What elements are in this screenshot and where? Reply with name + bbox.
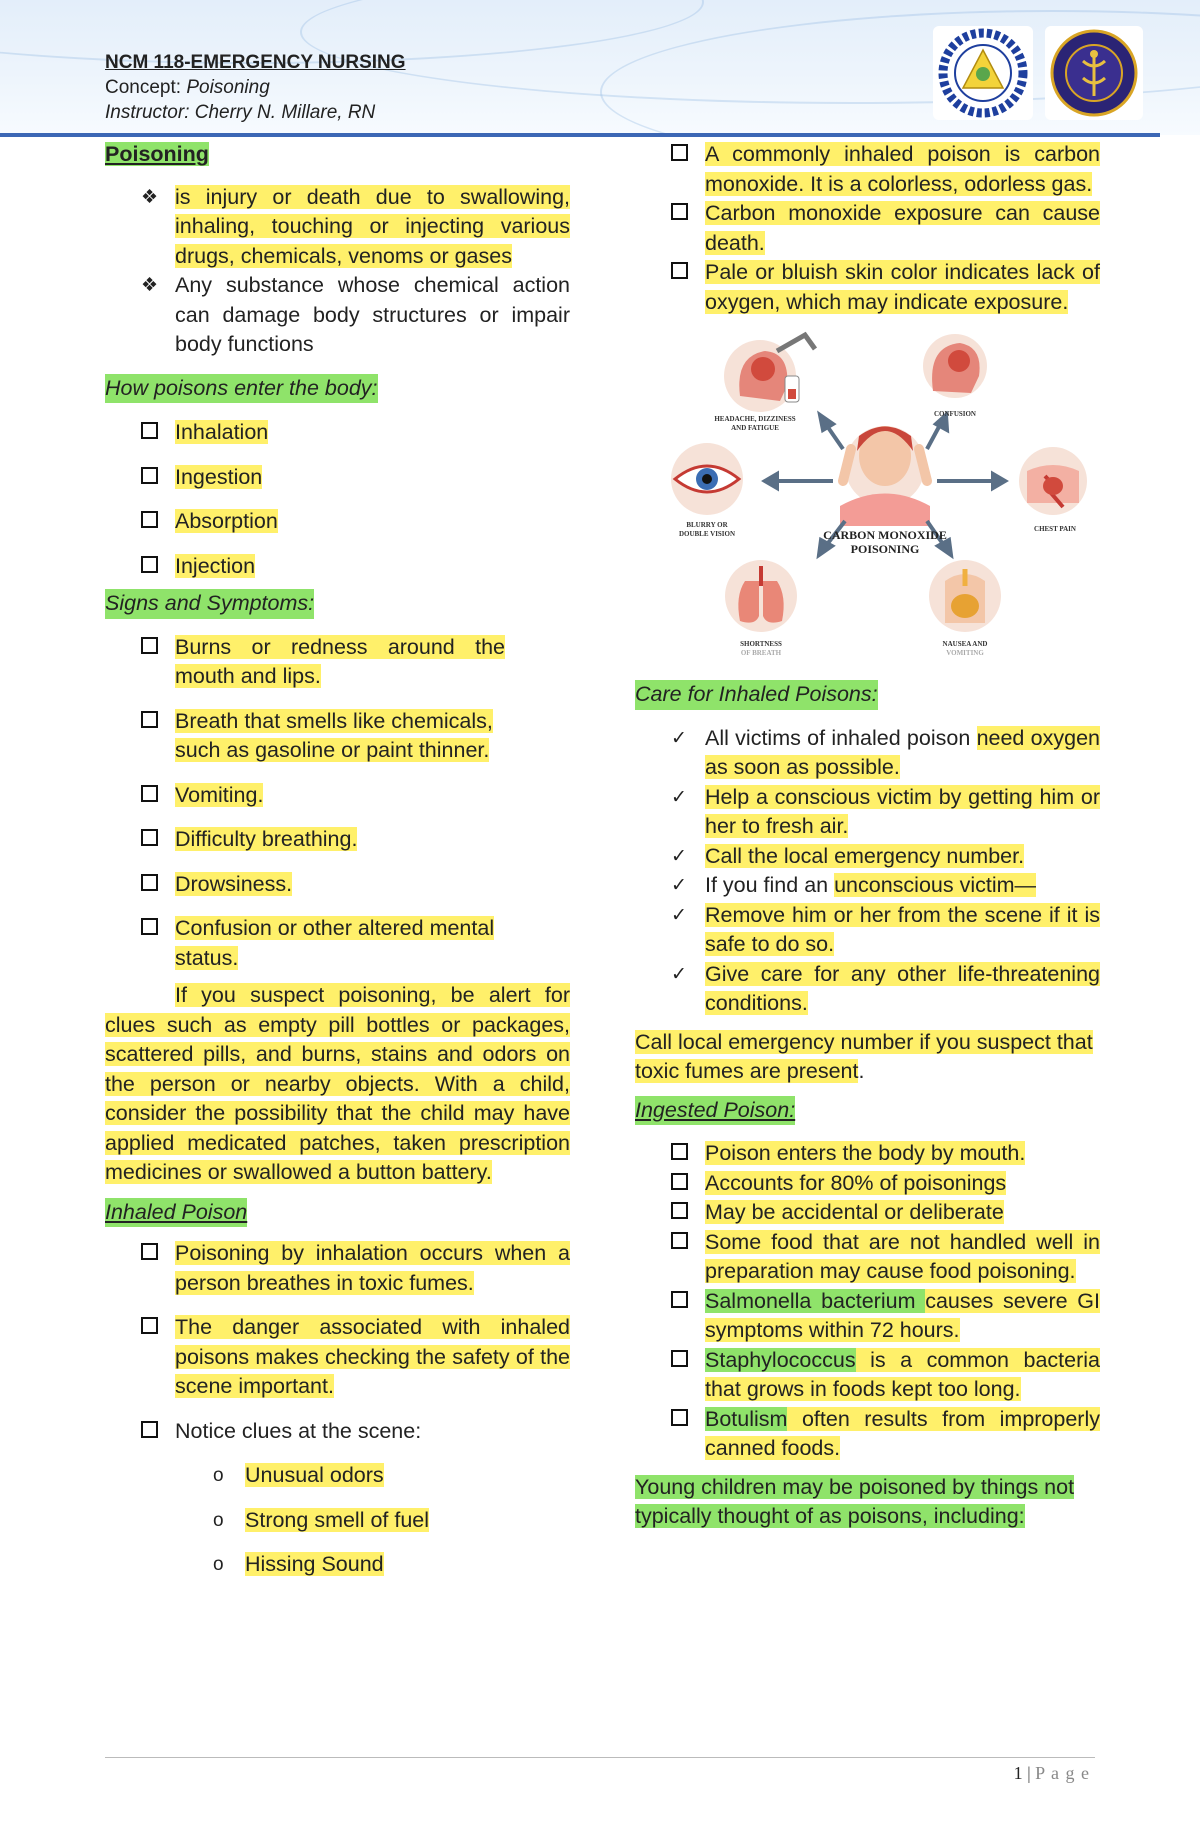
list-item: o Unusual odors [105, 1461, 570, 1491]
section-title-poisoning: Poisoning [105, 142, 209, 166]
list-item: ✓ Help a conscious victim by getting him or her to fresh air. [671, 784, 1100, 838]
checkbox-bullet-icon [671, 1409, 688, 1426]
list-item: Notice clues at the scene: [105, 1417, 570, 1447]
label-blurry-2: DOUBLE VISION [678, 530, 736, 538]
checkmark-icon: ✓ [671, 727, 687, 749]
diamond-bullet-icon: ❖ [141, 186, 159, 208]
list-item: Some food that are not handled well in preparation may cause food poisoning. [635, 1228, 1100, 1287]
label-breath-2: OF BREATH [740, 649, 782, 657]
label-nausea: NAUSEA AND [942, 640, 988, 648]
lungs-figure [725, 560, 797, 632]
checkbox-bullet-icon [141, 1317, 158, 1334]
heading-how-poisons-enter: How poisons enter the body: [105, 374, 378, 404]
label-blurry: BLURRY OR [686, 521, 728, 529]
list-item: Vomiting. [105, 781, 570, 811]
list-item: Salmonella bacterium causes severe GI symptoms within 72 hours. [635, 1287, 1100, 1346]
list-item: ✓ Give care for any other life-threatening conditions. [671, 961, 1100, 1015]
checkmark-icon: ✓ [671, 875, 687, 896]
heading-signs-symptoms: Signs and Symptoms: [105, 589, 314, 619]
list-item: o Hissing Sound [105, 1550, 570, 1580]
list-item: ✓ All victims of inhaled poison need oxygen as soon as possible. [671, 725, 1100, 779]
header-text [105, 50, 406, 125]
signs-list [105, 633, 570, 974]
list-item: May be accidental or deliberate [635, 1198, 1100, 1228]
checkbox-bullet-icon [671, 262, 688, 279]
carbon-monoxide-list [635, 140, 1100, 317]
carbon-monoxide-illustration [665, 331, 1105, 676]
clues-list [105, 1461, 570, 1580]
confusion-head [923, 334, 987, 398]
woman-headache-figure [840, 426, 930, 526]
label-breath: SHORTNESS [740, 640, 782, 648]
list-item: ✓ Call the local emergency number. [635, 842, 1100, 872]
circle-bullet-icon: o [213, 1554, 224, 1575]
checkbox-bullet-icon [141, 1421, 158, 1438]
inhaled-list [105, 1239, 570, 1446]
checkbox-bullet-icon [671, 1202, 688, 1219]
page-number: 1 | P a g e [1013, 1763, 1090, 1783]
left-column [105, 140, 570, 1580]
checkbox-bullet-icon [141, 785, 158, 802]
call-paragraph: Call local emergency number if you suspect that toxic fumes are present [635, 1029, 1093, 1083]
heading-ingested-poison: Ingested Poison: [635, 1096, 795, 1126]
label-headache-2: AND FATIGUE [731, 424, 779, 432]
suspect-paragraph: If you suspect poisoning, be alert for clues such as empty pill bottles or packages, scattered pills, and burns, stains and odors on the person or nearby objects. With a child, consider the possibility that the child may have applied medicated patches, taken prescription medicines or swallowed a button battery. [105, 983, 570, 1184]
checkmark-icon: ✓ [671, 845, 687, 867]
college-of-nursing-logo [1045, 26, 1143, 120]
list-item: Drowsiness. [105, 870, 570, 900]
list-item: Absorption [105, 507, 570, 537]
checkbox-bullet-icon [141, 637, 158, 654]
label-headache: HEADACHE, DIZZINESS [714, 415, 796, 423]
list-item: A commonly inhaled poison is carbon monoxide. It is a colorless, odorless gas. [635, 140, 1100, 199]
list-item: ❖ is injury or death due to swallowing, inhaling, touching or injecting various drugs, chemicals, venoms or gases [141, 184, 570, 268]
list-item: Accounts for 80% of poisonings [635, 1169, 1100, 1199]
heading-inhaled-poison: Inhaled Poison [105, 1198, 247, 1228]
list-item: ❖ Any substance whose chemical action can damage body structures or impair body functions [141, 273, 570, 356]
list-item: Burns or redness around the mouth and lips. [105, 633, 505, 692]
circle-bullet-icon: o [213, 1509, 224, 1531]
definition-list [105, 183, 570, 360]
checkmark-icon: ✓ [671, 963, 687, 985]
checkbox-bullet-icon [141, 711, 158, 728]
list-item: Inhalation [105, 418, 570, 448]
checkbox-bullet-icon [141, 1243, 158, 1260]
list-item: Pale or bluish skin color indicates lack of oxygen, which may indicate exposure. [635, 258, 1100, 317]
list-item: The danger associated with inhaled poisons makes checking the safety of the scene important. [105, 1313, 570, 1402]
checkbox-bullet-icon [671, 1143, 688, 1160]
label-confusion: CONFUSION [933, 410, 977, 418]
illustration-title-2: POISONING [850, 542, 920, 556]
illustration-title: CARBON MONOXIDE [823, 528, 947, 542]
list-item: ✓ Remove him or her from the scene if it is safe to do so. [671, 902, 1100, 956]
checkbox-bullet-icon [671, 203, 688, 220]
list-item: Poisoning by inhalation occurs when a person breathes in toxic fumes. [105, 1239, 570, 1298]
right-column: A commonly inhaled poison is carbon monoxide. It is a colorless, odorless gas. Carbon monoxide exposure can cause death. Pale or bluish skin color indicates lack of oxygen, which may indicate exposure. HEADACHE, DIZZINESS AND FATIGUE CONFUSION BLURRY OR DOUBLE VISION CHEST PAIN CARBON MONOXIDE POISONING SHORTNESS OF BREATH NAUSEA AND VOMITING Care for Inhaled Poisons: ✓ All victims of inhaled poison need oxygen as soon as possible. ✓ Help a conscious victim by getting him or her to fresh air. ✓ Call the local emergency number. ✓ If you find an unconscious victim— ✓ Remove him or her from the scene if it is safe to do so. ✓ Give care for any other life-threatening conditions. Call local emergency number if you suspect that toxic fumes are present. Ingested Poison: Poison enters the body by mouth. Accounts for 80% of poisonings May be accidental or deliberate Some food that are not handled well in preparation may cause food poisoning. Salmonella bacterium causes severe GI symptoms within 72 hours. Staphylococcus is a common bacteria that grows in foods kept too long. Botulism often results from improperly canned foods. Young children may be poisoned by things not typically thought of as poisons, including: [635, 140, 1100, 1532]
list-item: Difficulty breathing. [105, 825, 570, 855]
header-rule [0, 133, 1160, 137]
checkbox-bullet-icon [671, 1350, 688, 1367]
checkmark-icon: ✓ [671, 904, 687, 926]
university-logo [933, 26, 1033, 120]
checkbox-bullet-icon [141, 874, 158, 891]
checkbox-bullet-icon [141, 422, 158, 439]
checkmark-icon: ✓ [671, 786, 687, 808]
diamond-bullet-icon: ❖ [141, 275, 159, 296]
checkbox-bullet-icon [141, 511, 158, 528]
list-item: Confusion or other altered mental status. [105, 914, 505, 973]
list-item: Breath that smells like chemicals, such as gasoline or paint thinner. [105, 707, 505, 766]
label-nausea-2: VOMITING [946, 649, 984, 657]
course-title: NCM 118-EMERGENCY NURSING [105, 52, 406, 73]
children-paragraph: Young children may be poisoned by things not typically thought of as poisons, including: [635, 1474, 1075, 1528]
checkbox-bullet-icon [671, 1173, 688, 1190]
circle-bullet-icon: o [213, 1465, 224, 1486]
blurry-vision-eye [671, 443, 743, 515]
concept-value: Poisoning [186, 77, 270, 98]
checkbox-bullet-icon [141, 467, 158, 484]
checkbox-bullet-icon [141, 829, 158, 846]
routes-list [105, 418, 570, 581]
list-item: Poison enters the body by mouth. [635, 1139, 1100, 1169]
checkbox-bullet-icon [141, 918, 158, 935]
checkbox-bullet-icon [671, 1291, 688, 1308]
checkbox-bullet-icon [671, 144, 688, 161]
checkbox-bullet-icon [141, 556, 158, 573]
headache-head [724, 335, 815, 412]
chest-pain-figure [1019, 447, 1087, 515]
instructor: Instructor: Cherry N. Millare, RN [105, 102, 376, 123]
heading-care-inhaled: Care for Inhaled Poisons: [635, 680, 878, 710]
footer-rule [105, 1757, 1095, 1758]
list-item: Ingestion [105, 463, 570, 493]
ingested-list [635, 1139, 1100, 1464]
concept-label: Concept: [105, 77, 187, 98]
list-item: Carbon monoxide exposure can cause death. [635, 199, 1100, 258]
list-item: o Strong smell of fuel [105, 1506, 570, 1536]
checkbox-bullet-icon [671, 1232, 688, 1249]
list-item: Botulism often results from improperly canned foods. [635, 1405, 1100, 1464]
stomach-figure [929, 560, 1001, 632]
care-list [635, 724, 1100, 1019]
list-item: Injection [105, 552, 570, 582]
label-chest-pain: CHEST PAIN [1034, 525, 1076, 533]
list-item: ✓ If you find an unconscious victim— [635, 871, 1100, 901]
list-item: Staphylococcus is a common bacteria that grows in foods kept too long. [635, 1346, 1100, 1405]
